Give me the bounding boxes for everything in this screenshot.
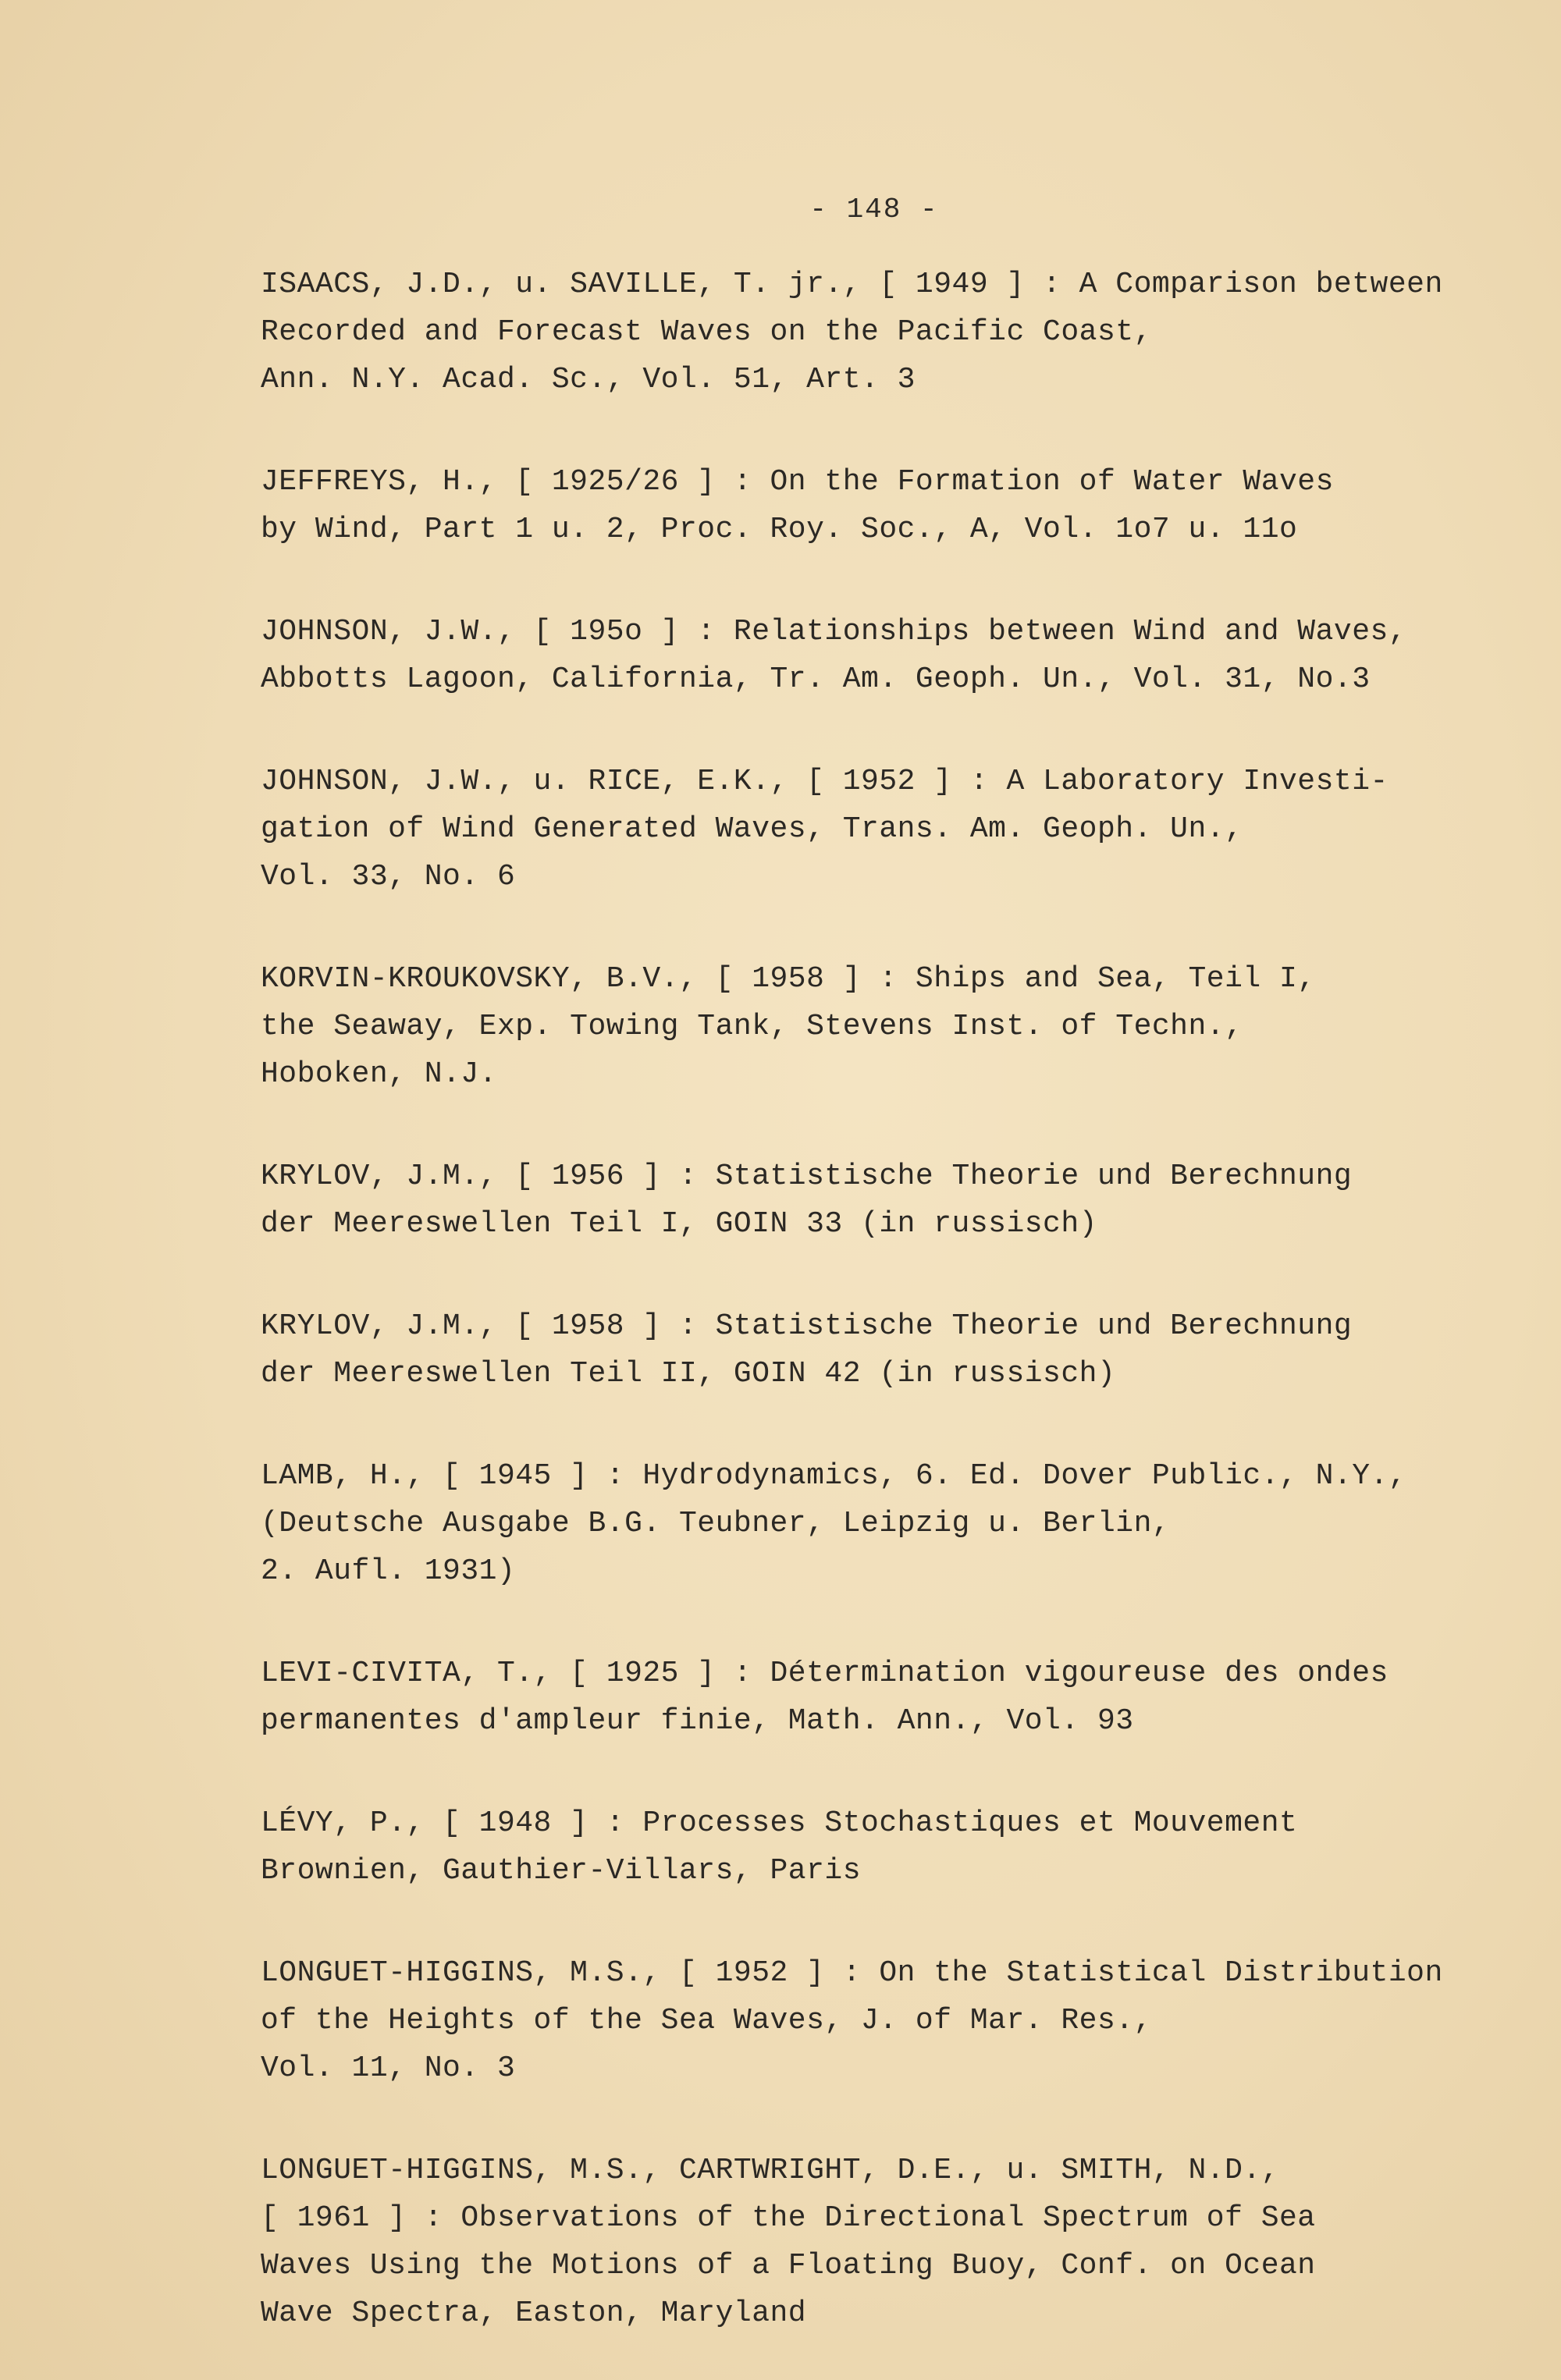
reference-entry: [261, 608, 1541, 703]
reference-line: LONGUET-HIGGINS, M.S., CARTWRIGHT, D.E., u. SMITH, N.D.,: [261, 2154, 1280, 2187]
reference-list: [261, 261, 1541, 2380]
reference-line: KORVIN-KROUKOVSKY, B.V., [ 1958 ] : Ships and Sea, Teil I,: [261, 962, 1316, 996]
reference-line: permanentes d'ampleur finie, Math. Ann., Vol. 93: [261, 1704, 1134, 1738]
reference-entry: [261, 1949, 1541, 2092]
reference-entry: [261, 2147, 1541, 2337]
reference-line: JOHNSON, J.W., [ 195o ] : Relationships between Wind and Waves,: [261, 615, 1407, 648]
reference-line: gation of Wind Generated Waves, Trans. Am. Geoph. Un.,: [261, 812, 1243, 846]
reference-entry: [261, 1452, 1541, 1595]
reference-line: der Meereswellen Teil I, GOIN 33 (in russisch): [261, 1207, 1097, 1241]
reference-line: (Deutsche Ausgabe B.G. Teubner, Leipzig u. Berlin,: [261, 1507, 1171, 1540]
reference-line: ISAACS, J.D., u. SAVILLE, T. jr., [ 1949 ] : A Comparison between: [261, 268, 1443, 301]
reference-entry: [261, 1799, 1541, 1895]
reference-line: der Meereswellen Teil II, GOIN 42 (in russisch): [261, 1357, 1116, 1391]
reference-line: Vol. 33, No. 6: [261, 860, 516, 893]
reference-line: Vol. 11, No. 3: [261, 2051, 516, 2085]
reference-line: KRYLOV, J.M., [ 1956 ] : Statistische Theorie und Berechnung: [261, 1160, 1353, 1193]
reference-line: JOHNSON, J.W., u. RICE, E.K., [ 1952 ] : A Laboratory Investi-: [261, 765, 1389, 798]
reference-line: the Seaway, Exp. Towing Tank, Stevens Inst. of Techn.,: [261, 1010, 1243, 1043]
reference-line: LÉVY, P., [ 1948 ] : Processes Stochastiques et Mouvement: [261, 1806, 1298, 1840]
reference-line: LAMB, H., [ 1945 ] : Hydrodynamics, 6. Ed. Dover Public., N.Y.,: [261, 1459, 1407, 1493]
reference-entry: [261, 1302, 1541, 1398]
reference-entry: [261, 1153, 1541, 1248]
reference-line: JEFFREYS, H., [ 1925/26 ] : On the Formation of Water Waves: [261, 465, 1334, 499]
reference-line: Brownien, Gauthier-Villars, Paris: [261, 1854, 862, 1888]
reference-line: 2. Aufl. 1931): [261, 1554, 516, 1588]
reference-entry: [261, 458, 1541, 553]
reference-line: Waves Using the Motions of a Floating Buoy, Conf. on Ocean: [261, 2249, 1316, 2282]
reference-entry: [261, 1650, 1541, 1745]
reference-line: Recorded and Forecast Waves on the Pacific Coast,: [261, 315, 1152, 349]
reference-line: Ann. N.Y. Acad. Sc., Vol. 51, Art. 3: [261, 363, 916, 396]
page-number: - 148 -: [809, 194, 939, 226]
reference-line: LONGUET-HIGGINS, M.S., [ 1952 ] : On the Statistical Distribution: [261, 1956, 1443, 1990]
reference-entry: [261, 758, 1541, 900]
reference-line: Wave Spectra, Easton, Maryland: [261, 2297, 807, 2330]
reference-line: LEVI-CIVITA, T., [ 1925 ] : Détermination vigoureuse des ondes: [261, 1657, 1389, 1690]
reference-entry: [261, 261, 1541, 403]
reference-line: KRYLOV, J.M., [ 1958 ] : Statistische Theorie und Berechnung: [261, 1309, 1353, 1343]
reference-line: by Wind, Part 1 u. 2, Proc. Roy. Soc., A, Vol. 1o7 u. 11o: [261, 513, 1298, 546]
reference-entry: [261, 955, 1541, 1098]
reference-line: of the Heights of the Sea Waves, J. of Mar. Res.,: [261, 2004, 1152, 2037]
reference-line: [ 1961 ] : Observations of the Directional Spectrum of Sea: [261, 2201, 1316, 2235]
reference-line: Hoboken, N.J.: [261, 1057, 497, 1091]
reference-line: Abbotts Lagoon, California, Tr. Am. Geoph. Un., Vol. 31, No.3: [261, 662, 1371, 696]
